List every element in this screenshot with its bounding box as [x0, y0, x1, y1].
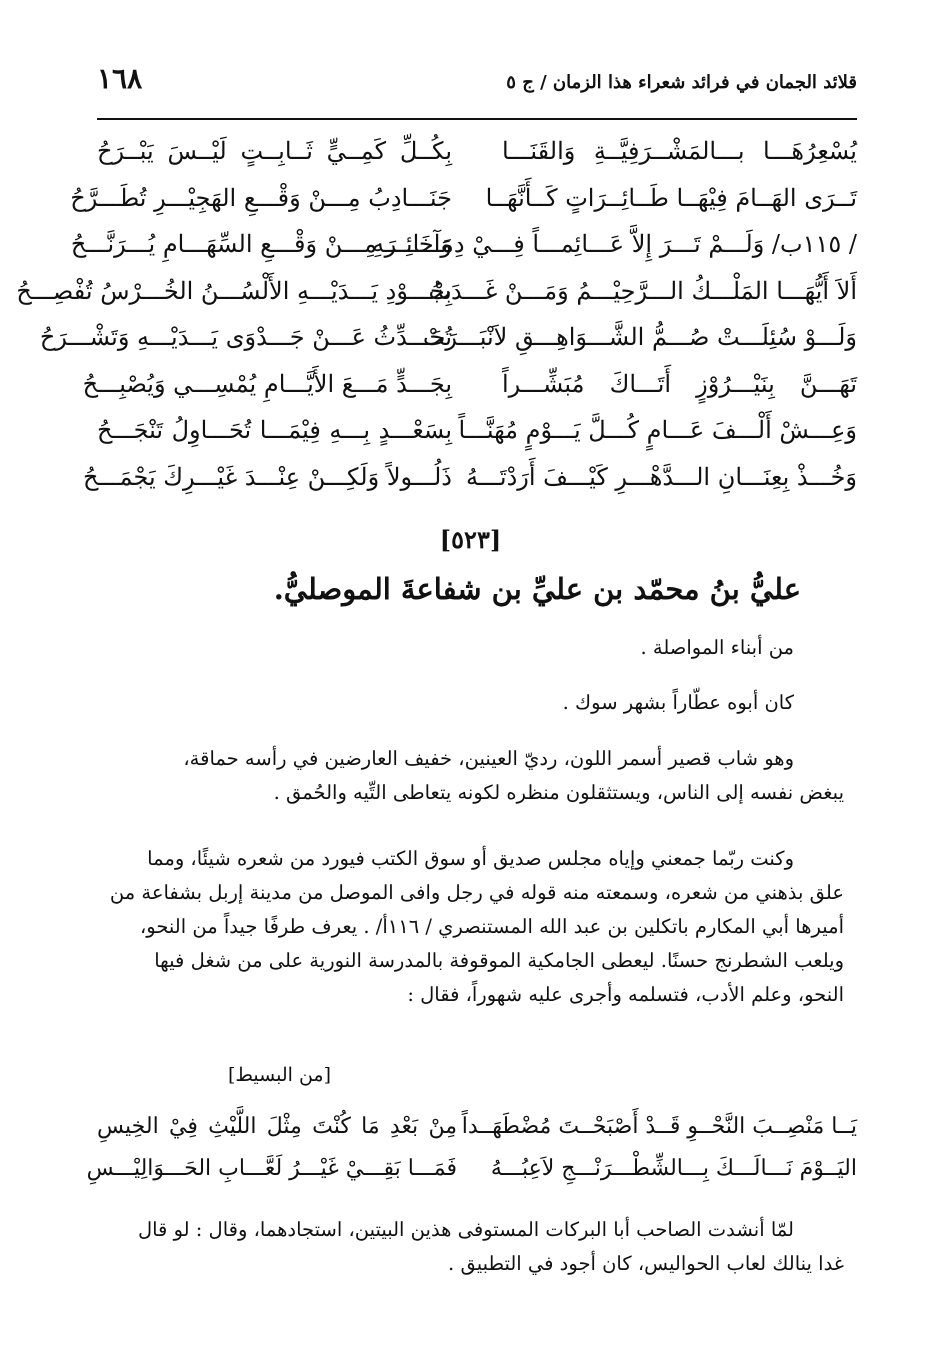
verse-first-hemistich: وَعِـــشْ أَلْـــفَ عَـــامٍ كُـــلَّ يَـــوْمٍ مُهَنَّـــاً: [458, 416, 857, 445]
verse-line: [39, 314, 857, 361]
verse-second-hemistich: بِكُــلِّ كَمِــيٍّ ثَــابِــتٍ لَيْــسَ يَبْــرَحُ: [97, 137, 452, 166]
text-line: لمّا أنشدت الصاحب أبا البركات المستوفى هذين البيتين، استجادهما، وقال : لو قال: [137, 1218, 794, 1241]
verse-first-hemistich: تَهَـــنَّ بِنَيْـــرُوْزٍ أَتَـــاكَ مُبَشِّـــراً: [502, 369, 857, 398]
verse-line: [70, 175, 857, 222]
poem-second: [86, 1105, 857, 1189]
verse-line: [82, 454, 857, 501]
paragraph-description: [87, 742, 844, 810]
text-line: وكنت ربّما جمعني وإياه مجلس صديق أو سوق الكتب فيورد من شعره شيئًا، ومما: [147, 847, 794, 870]
verse-second-hemistich: تُحَـــدِّثُ عَـــنْ جَـــدْوَى يَـــدَيْـــهِ وَتَشْـــرَحُ: [39, 323, 452, 352]
verse-second-hemistich: بِسَعْـــدٍ بِـــهِ فِيْمَـــا تُحَـــاوِلُ تَنْجَـــحُ: [97, 416, 452, 445]
verse-second-hemistich: ذَلُـــولاً وَلَكِـــنْ عِنْـــدَ غَيْـــرِكَ يَجْمَـــحُ: [82, 462, 452, 491]
verse-second-hemistich: بِجُـــوْدِ يَـــدَيْـــهِ الأَلْسُـــنُ الخُـــرْسُ تُفْصِـــحُ: [16, 276, 452, 305]
verse-first-hemistich: يُسْعِرُهَـــا بـــالمَشْــرَفِيَّــةِ وَالقَنَـــا: [502, 137, 857, 166]
header-rule: [97, 118, 857, 120]
verse-second-hemistich: وَآخَـــرَ مِـــنْ وَقْـــعِ السِّهَـــامِ يُـــرَنَّـــحُ: [70, 230, 452, 259]
text-line: غدا ينالك لعاب الحواليس، كان أجود في التطبيق .: [448, 1252, 844, 1275]
paragraph-father: كان أبوه عطّاراً بشهر سوك .: [562, 691, 794, 714]
running-header: [97, 62, 857, 106]
verse-line: [97, 128, 857, 175]
text-line: أميرها أبي المكارم باتكلين بن عبد الله المستنصري / ١١٦أ/ . يعرف طرفًا جيداً من النحو،: [139, 915, 844, 938]
verse-first-hemistich: اليَــوْمَ نَـــالَـــكَ بِـــالشِّطْـــرَنْـــجِ لاَعِبُـــهُ: [490, 1155, 857, 1181]
verse-line: [97, 407, 857, 454]
meter-label: [من البسيط]: [227, 1064, 331, 1086]
paragraph-critique: [87, 1213, 844, 1281]
verse-second-hemistich: فَمَـــا بَقِـــيْ غَيْـــرُ لَعَّـــابِ الحَـــوَالِيْـــسِ: [86, 1155, 457, 1181]
text-line: وهو شاب قصير أسمر اللون، رديّ العينين، خفيف العارضين في رأسه حماقة،: [183, 747, 794, 770]
verse-first-hemistich: يَــا مَنْصِــبَ النَّحْــوِ قَــدْ أَصْبَحْــتَ مُضْطَهَــداً: [461, 1113, 857, 1139]
verse-line: [82, 361, 857, 408]
verse-line: [86, 1147, 857, 1189]
verse-second-hemistich: مِنْ بَعْدِ مَا كُنْتَ مِثْلَ اللَّيْثِ فِيْ الخِيسِ: [97, 1113, 457, 1139]
verse-first-hemistich: تَــرَى الهَــامَ فِيْهَــا طَــائِــرَاتٍ كَــأَنَّهَــا: [485, 183, 857, 212]
verse-line: [97, 1105, 857, 1147]
verse-first-hemistich: / ١١٥ب/ وَلَـــمْ تَـــرَ إِلاَّ عَـــائِمـــاً فِـــيْ دِمَـــائِـــهِ: [371, 230, 857, 259]
verse-first-hemistich: أَلاَ أَيُّهَـــا المَلْـــكُ الـــرَّحِيْـــمُ وَمَـــنْ غَـــدَتْ: [428, 276, 857, 305]
text-line: ويلعب الشطرنج حسنًا. ليعطى الجامكية الموقوفة بالمدرسة النورية على من شغل فيها: [154, 949, 844, 972]
entry-number: [٥٢٣]: [439, 525, 502, 554]
verse-second-hemistich: جَنَـــادِبُ مِـــنْ وَقْـــعِ الهَجِيْـــرِ تُطَـــرَّحُ: [70, 183, 452, 212]
text-line: يبغض نفسه إلى الناس، ويستثقلون منظره لكونه يتعاطى التِّيه والحُمق .: [273, 781, 844, 804]
running-title: قلائد الجمان في فرائد شعراء هذا الزمان / ج ٥: [506, 72, 857, 93]
paragraph-origin: من أبناء المواصلة .: [640, 636, 794, 659]
verse-first-hemistich: وَخُـــذْ بِعِنَـــانِ الـــدَّهْـــرِ كَيْـــفَ أَرَدْتَـــهُ: [465, 462, 857, 491]
poem-first: [16, 128, 857, 500]
verse-first-hemistich: وَلَـــوْ سُئِلَـــتْ صُـــمُّ الشَّـــوَاهِـــقِ لاَنْبَـــرَتْ: [422, 323, 857, 352]
verse-second-hemistich: بِجَـــدٍّ مَـــعَ الأَيَّـــامِ يُمْسِـــي وَيُصْبِـــحُ: [82, 369, 452, 398]
verse-line: [70, 221, 857, 268]
text-line: النحو، وعلم الأدب، فتسلمه وأجرى عليه شهوراً، فقال :: [407, 983, 844, 1006]
text-line: علق بذهني من شعره، وسمعته منه قوله في رجل وافى الموصل من مدينة إربل بشفاعة من: [109, 881, 844, 904]
verse-line: [16, 268, 857, 315]
entry-name-heading: عليُّ بنُ محمّد بن عليِّ بن شفاعةَ الموصليُّ.: [273, 572, 801, 606]
page-number: ١٦٨: [97, 62, 143, 95]
paragraph-anecdote: [87, 842, 844, 1012]
